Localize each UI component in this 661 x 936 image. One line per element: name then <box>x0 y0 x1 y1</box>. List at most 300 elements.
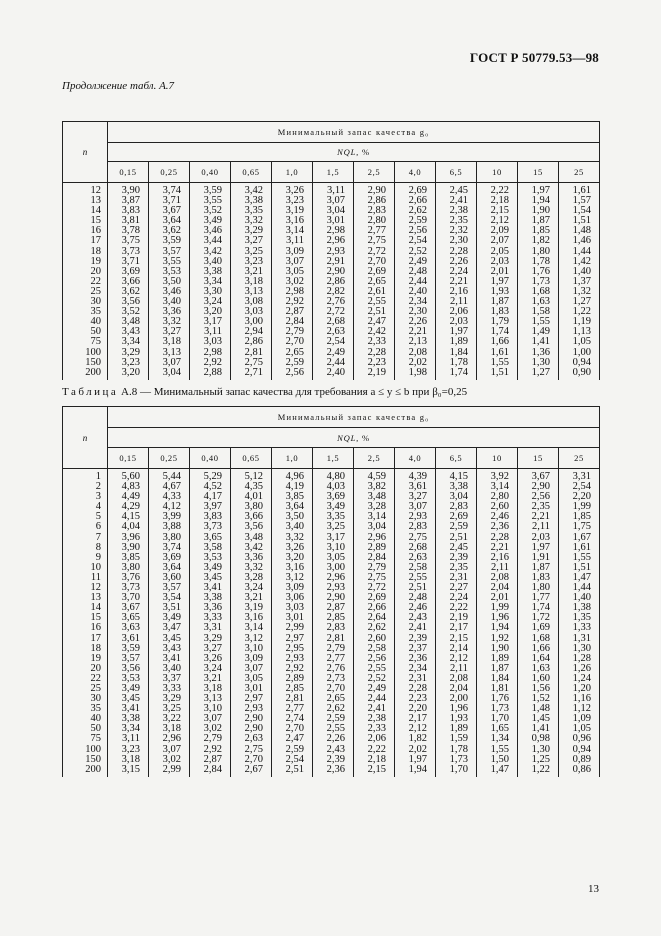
table-cell: 3,08 <box>231 297 272 307</box>
table-cell: 1,68 <box>518 287 559 297</box>
table-cell: 3,83 <box>190 512 231 522</box>
table-cell: 3,47 <box>149 623 190 633</box>
table-cell: 2,69 <box>436 512 477 522</box>
table-cell: 2,35 <box>518 502 559 512</box>
table-cell: 4,17 <box>190 492 231 502</box>
table-cell: 3,66 <box>231 512 272 522</box>
table-cell: 2,06 <box>436 307 477 317</box>
col-header-nql-value: 4,0 <box>395 162 436 183</box>
table-cell: 3,10 <box>231 644 272 654</box>
table-cell: 3,28 <box>231 573 272 583</box>
table-cell: 3,33 <box>149 684 190 694</box>
table-cell: 3,67 <box>149 206 190 216</box>
table-cell: 0,90 <box>559 368 600 380</box>
table-cell: 1,61 <box>477 348 518 358</box>
table-cell: 2,12 <box>436 654 477 664</box>
row-n: 16 <box>63 226 108 236</box>
row-n: 50 <box>63 327 108 337</box>
table-cell: 1,34 <box>477 734 518 744</box>
table-cell: 2,05 <box>477 247 518 257</box>
table-cell: 4,01 <box>231 492 272 502</box>
table-cell: 1,00 <box>559 348 600 358</box>
table-cell: 1,83 <box>477 307 518 317</box>
table-cell: 3,73 <box>190 522 231 532</box>
table-cell: 2,39 <box>395 634 436 644</box>
table-cell: 2,65 <box>272 348 313 358</box>
nql-suffix: , % <box>356 432 370 443</box>
table-cell: 2,96 <box>313 573 354 583</box>
table-cell: 2,27 <box>436 583 477 593</box>
row-n: 18 <box>63 247 108 257</box>
table-cell: 2,83 <box>436 502 477 512</box>
table-cell: 2,47 <box>354 317 395 327</box>
table-cell: 3,02 <box>190 724 231 734</box>
table-cell: 0,94 <box>559 358 600 368</box>
table-cell: 2,88 <box>190 368 231 380</box>
table-cell: 2,46 <box>395 603 436 613</box>
table-cell: 3,45 <box>149 634 190 644</box>
table-cell: 2,55 <box>354 297 395 307</box>
table-cell: 4,29 <box>108 502 149 512</box>
table-cell: 3,06 <box>272 593 313 603</box>
table-cell: 2,92 <box>272 297 313 307</box>
table-cell: 2,93 <box>313 247 354 257</box>
table-cell: 2,69 <box>354 593 395 603</box>
table-cell: 3,49 <box>190 216 231 226</box>
table-cell: 1,19 <box>559 317 600 327</box>
table-cell: 1,94 <box>395 765 436 777</box>
table-cell: 3,55 <box>190 196 231 206</box>
table-cell: 2,43 <box>395 613 436 623</box>
table-cell: 2,59 <box>313 714 354 724</box>
row-n: 75 <box>63 337 108 347</box>
table-cell: 1,87 <box>518 563 559 573</box>
table-cell: 1,54 <box>559 206 600 216</box>
table-cell: 4,35 <box>231 482 272 492</box>
table-cell: 2,32 <box>436 226 477 236</box>
table-cell: 1,56 <box>518 684 559 694</box>
table-cell: 2,36 <box>395 654 436 664</box>
table-cell: 1,87 <box>477 297 518 307</box>
col-header-nql-value: 0,40 <box>190 162 231 183</box>
table-cell: 3,09 <box>272 583 313 593</box>
table-cell: 2,62 <box>354 623 395 633</box>
table-cell: 1,41 <box>518 724 559 734</box>
table-cell: 1,55 <box>518 317 559 327</box>
table-cell: 2,56 <box>354 654 395 664</box>
table-cell: 2,01 <box>477 267 518 277</box>
table-cell: 1,48 <box>559 226 600 236</box>
table-cell: 3,05 <box>313 553 354 563</box>
table-cell: 2,93 <box>272 654 313 664</box>
table-cell: 3,02 <box>149 755 190 765</box>
table-cell: 2,86 <box>313 277 354 287</box>
table-cell: 2,51 <box>436 533 477 543</box>
table-cell: 2,56 <box>518 492 559 502</box>
col-header-nql-value: 25 <box>559 448 600 469</box>
table-cell: 2,38 <box>354 714 395 724</box>
table-cell: 3,63 <box>108 623 149 633</box>
table-cell: 3,61 <box>108 634 149 644</box>
table-cell: 3,71 <box>108 257 149 267</box>
table-cell: 3,20 <box>108 368 149 380</box>
table-cell: 1,97 <box>477 277 518 287</box>
row-n: 40 <box>63 317 108 327</box>
table-cell: 2,58 <box>354 644 395 654</box>
table-cell: 2,39 <box>313 755 354 765</box>
table-row <box>63 765 600 777</box>
table-cell: 3,25 <box>313 522 354 532</box>
table-cell: 2,86 <box>354 196 395 206</box>
table-cell: 3,23 <box>272 196 313 206</box>
table-cell: 1,91 <box>518 553 559 563</box>
table-cell: 2,99 <box>149 765 190 777</box>
table-cell: 1,35 <box>559 613 600 623</box>
table-cell: 3,28 <box>354 502 395 512</box>
table-cell: 2,22 <box>354 745 395 755</box>
table-cell: 2,95 <box>272 644 313 654</box>
table-cell: 2,75 <box>231 358 272 368</box>
table-cell: 3,90 <box>108 543 149 553</box>
table-cell: 2,02 <box>395 358 436 368</box>
table-cell: 3,36 <box>190 603 231 613</box>
table-cell: 2,75 <box>231 745 272 755</box>
table-cell: 2,11 <box>477 563 518 573</box>
table-cell: 3,11 <box>313 183 354 197</box>
table-cell: 3,69 <box>313 492 354 502</box>
table-a8 <box>62 406 600 777</box>
table-cell: 2,91 <box>313 257 354 267</box>
table-cell: 3,07 <box>149 745 190 755</box>
table-cell: 3,13 <box>190 694 231 704</box>
table-cell: 2,69 <box>354 267 395 277</box>
table-cell: 2,03 <box>477 257 518 267</box>
table-cell: 2,96 <box>313 236 354 246</box>
table-cell: 2,16 <box>477 553 518 563</box>
table-cell: 2,63 <box>395 553 436 563</box>
table-cell: 3,18 <box>190 684 231 694</box>
table-cell: 1,84 <box>436 348 477 358</box>
table-cell: 3,10 <box>313 543 354 553</box>
table-cell: 2,11 <box>436 664 477 674</box>
row-n: 1 <box>63 469 108 483</box>
row-n: 100 <box>63 745 108 755</box>
table-cell: 1,40 <box>559 267 600 277</box>
table-cell: 1,93 <box>436 714 477 724</box>
table-cell: 2,85 <box>313 613 354 623</box>
table-cell: 1,25 <box>518 755 559 765</box>
table-cell: 2,01 <box>477 593 518 603</box>
table-cell: 1,55 <box>477 358 518 368</box>
table-cell: 1,05 <box>559 724 600 734</box>
col-header-nql <box>108 428 600 448</box>
table-cell: 2,73 <box>313 674 354 684</box>
table-cell: 2,56 <box>395 226 436 236</box>
table-cell: 2,23 <box>395 694 436 704</box>
table-cell: 2,74 <box>272 714 313 724</box>
table-cell: 4,80 <box>313 469 354 483</box>
table-cell: 4,19 <box>272 482 313 492</box>
table-cell: 1,90 <box>477 644 518 654</box>
table-cell: 2,82 <box>313 287 354 297</box>
table-cell: 2,11 <box>436 297 477 307</box>
table-cell: 1,33 <box>559 623 600 633</box>
row-n: 50 <box>63 724 108 734</box>
table-cell: 3,21 <box>190 674 231 684</box>
table-cell: 1,96 <box>477 613 518 623</box>
table-cell: 3,23 <box>108 745 149 755</box>
table-cell: 1,51 <box>559 216 600 226</box>
table-cell: 3,42 <box>231 543 272 553</box>
row-n: 200 <box>63 765 108 777</box>
table-cell: 3,16 <box>272 563 313 573</box>
table-cell: 2,69 <box>395 183 436 197</box>
table-cell: 2,00 <box>436 694 477 704</box>
table-cell: 3,48 <box>231 533 272 543</box>
table-cell: 1,74 <box>436 368 477 380</box>
table-cell: 3,07 <box>313 196 354 206</box>
table-cell: 3,16 <box>272 216 313 226</box>
table-cell: 3,49 <box>190 563 231 573</box>
table-cell: 2,28 <box>436 247 477 257</box>
table-cell: 3,51 <box>149 603 190 613</box>
table-cell: 3,14 <box>272 226 313 236</box>
table-cell: 5,12 <box>231 469 272 483</box>
table-cell: 2,17 <box>395 714 436 724</box>
table-cell: 1,58 <box>518 307 559 317</box>
col-header-nql-value: 6,5 <box>436 448 477 469</box>
table-cell: 1,41 <box>518 337 559 347</box>
row-n: 4 <box>63 502 108 512</box>
table-cell: 1,92 <box>477 634 518 644</box>
table-cell: 3,31 <box>190 623 231 633</box>
table-cell: 2,22 <box>436 603 477 613</box>
table-cell: 2,37 <box>395 644 436 654</box>
table-cell: 3,50 <box>149 277 190 287</box>
table-cell: 3,99 <box>149 512 190 522</box>
table-cell: 3,36 <box>149 307 190 317</box>
table-cell: 3,10 <box>190 704 231 714</box>
col-header-nql-value: 2,5 <box>354 448 395 469</box>
row-n: 6 <box>63 522 108 532</box>
table-cell: 2,64 <box>354 613 395 623</box>
table-cell: 2,65 <box>313 694 354 704</box>
table-cell: 2,40 <box>395 287 436 297</box>
table-cell: 3,38 <box>231 196 272 206</box>
table-cell: 2,68 <box>313 317 354 327</box>
table-cell: 2,45 <box>436 183 477 197</box>
table-cell: 3,56 <box>108 297 149 307</box>
table-cell: 2,75 <box>354 573 395 583</box>
table-cell: 3,03 <box>231 307 272 317</box>
table-cell: 2,07 <box>477 236 518 246</box>
table-cell: 3,80 <box>108 563 149 573</box>
table-cell: 2,75 <box>354 236 395 246</box>
table-cell: 4,83 <box>108 482 149 492</box>
table-cell: 3,41 <box>108 704 149 714</box>
table-cell: 3,69 <box>108 267 149 277</box>
table-cell: 4,52 <box>190 482 231 492</box>
table-cell: 3,31 <box>559 469 600 483</box>
table-cell: 2,40 <box>313 368 354 380</box>
table-cell: 2,90 <box>354 183 395 197</box>
table-cell: 1,47 <box>477 765 518 777</box>
table-cell: 2,72 <box>313 307 354 317</box>
table-cell: 2,76 <box>313 297 354 307</box>
table-cell: 2,51 <box>395 583 436 593</box>
table-cell: 1,24 <box>559 674 600 684</box>
table-cell: 2,98 <box>190 348 231 358</box>
table-cell: 3,14 <box>477 482 518 492</box>
table-cell: 3,49 <box>108 684 149 694</box>
table-cell: 2,55 <box>354 664 395 674</box>
table-cell: 3,40 <box>190 257 231 267</box>
row-n: 9 <box>63 553 108 563</box>
table-cell: 2,97 <box>272 634 313 644</box>
nql-label: NQL <box>337 147 357 157</box>
table-cell: 2,33 <box>354 337 395 347</box>
table-cell: 2,84 <box>354 553 395 563</box>
table-cell: 3,14 <box>231 623 272 633</box>
table-cell: 2,03 <box>518 533 559 543</box>
table-cell: 2,72 <box>354 583 395 593</box>
table-cell: 1,22 <box>518 765 559 777</box>
table-cell: 3,18 <box>149 337 190 347</box>
table-cell: 3,70 <box>108 593 149 603</box>
table-cell: 2,93 <box>313 583 354 593</box>
table-cell: 4,03 <box>313 482 354 492</box>
table-cell: 2,12 <box>477 216 518 226</box>
table-cell: 3,87 <box>108 196 149 206</box>
table-cell: 3,59 <box>149 236 190 246</box>
table-cell: 2,87 <box>313 603 354 613</box>
table-cell: 2,36 <box>477 522 518 532</box>
table-cell: 2,84 <box>190 765 231 777</box>
table-cell: 3,17 <box>190 317 231 327</box>
table-cell: 1,82 <box>518 236 559 246</box>
table-cell: 2,02 <box>395 745 436 755</box>
col-header-nql-value: 25 <box>559 162 600 183</box>
table-cell: 3,66 <box>108 277 149 287</box>
table-cell: 3,01 <box>272 613 313 623</box>
table-cell: 2,92 <box>190 745 231 755</box>
table-cell: 3,38 <box>190 593 231 603</box>
table-cell: 2,99 <box>272 623 313 633</box>
table-cell: 1,42 <box>559 257 600 267</box>
row-n: 35 <box>63 307 108 317</box>
table-cell: 3,34 <box>190 277 231 287</box>
row-n: 19 <box>63 654 108 664</box>
table-cell: 3,07 <box>231 664 272 674</box>
table-cell: 1,73 <box>436 755 477 765</box>
table-cell: 2,63 <box>231 734 272 744</box>
table-cell: 3,23 <box>231 257 272 267</box>
table-cell: 1,16 <box>559 694 600 704</box>
table-cell: 2,67 <box>231 765 272 777</box>
table-cell: 3,81 <box>108 216 149 226</box>
table-cell: 2,79 <box>190 734 231 744</box>
table-cell: 1,66 <box>477 337 518 347</box>
table-cell: 2,47 <box>272 734 313 744</box>
table-cell: 1,38 <box>559 603 600 613</box>
table-cell: 2,35 <box>436 563 477 573</box>
table-cell: 1,80 <box>518 583 559 593</box>
table-cell: 3,20 <box>190 307 231 317</box>
table-cell: 3,07 <box>272 257 313 267</box>
table-cell: 3,50 <box>272 512 313 522</box>
table-cell: 3,59 <box>108 644 149 654</box>
table-row <box>63 469 600 483</box>
table-cell: 1,51 <box>477 368 518 380</box>
table-cell: 1,77 <box>518 593 559 603</box>
table-cell: 1,27 <box>559 297 600 307</box>
col-header-group: Минимальный запас качества g₀ <box>108 407 600 428</box>
table-cell: 4,15 <box>436 469 477 483</box>
table-cell: 3,38 <box>190 267 231 277</box>
table-cell: 2,28 <box>395 684 436 694</box>
table-cell: 1,76 <box>518 267 559 277</box>
table-cell: 2,04 <box>477 583 518 593</box>
table-cell: 3,52 <box>190 206 231 216</box>
table-cell: 3,32 <box>149 317 190 327</box>
table-cell: 3,73 <box>108 583 149 593</box>
table-cell: 2,30 <box>395 307 436 317</box>
table-cell: 4,39 <box>395 469 436 483</box>
table-cell: 3,19 <box>272 206 313 216</box>
table-cell: 2,20 <box>559 492 600 502</box>
table-cell: 2,55 <box>395 573 436 583</box>
row-n: 3 <box>63 492 108 502</box>
table-cell: 3,43 <box>149 644 190 654</box>
table-cell: 1,30 <box>518 745 559 755</box>
table-cell: 2,34 <box>395 297 436 307</box>
row-n: 35 <box>63 704 108 714</box>
table-cell: 1,66 <box>518 644 559 654</box>
table-cell: 2,63 <box>313 327 354 337</box>
table-cell: 3,13 <box>149 348 190 358</box>
table-cell: 2,71 <box>231 368 272 380</box>
table-cell: 3,18 <box>231 277 272 287</box>
table-cell: 3,67 <box>518 469 559 483</box>
col-header-nql-value: 6,5 <box>436 162 477 183</box>
table-cell: 3,57 <box>149 583 190 593</box>
table-cell: 3,54 <box>149 593 190 603</box>
row-n: 10 <box>63 563 108 573</box>
table-cell: 2,11 <box>518 522 559 532</box>
table-cell: 2,09 <box>477 226 518 236</box>
table-cell: 1,48 <box>518 704 559 714</box>
table-cell: 4,96 <box>272 469 313 483</box>
table-cell: 3,75 <box>108 236 149 246</box>
table-cell: 3,24 <box>231 583 272 593</box>
table-cell: 2,83 <box>354 206 395 216</box>
col-header-group: Минимальный запас качества g₀ <box>108 122 600 143</box>
table-cell: 1,57 <box>559 196 600 206</box>
table-cell: 3,65 <box>190 533 231 543</box>
table-cell: 3,58 <box>190 543 231 553</box>
table-cell: 2,85 <box>272 684 313 694</box>
table-cell: 1,30 <box>518 358 559 368</box>
table-cell: 3,41 <box>190 583 231 593</box>
table-cell: 2,66 <box>354 603 395 613</box>
table-cell: 4,49 <box>108 492 149 502</box>
table-cell: 3,26 <box>272 183 313 197</box>
table-cell: 1,78 <box>518 257 559 267</box>
table-cell: 2,51 <box>272 765 313 777</box>
table-cell: 1,85 <box>559 512 600 522</box>
table-cell: 3,69 <box>149 553 190 563</box>
table-cell: 1,31 <box>559 634 600 644</box>
